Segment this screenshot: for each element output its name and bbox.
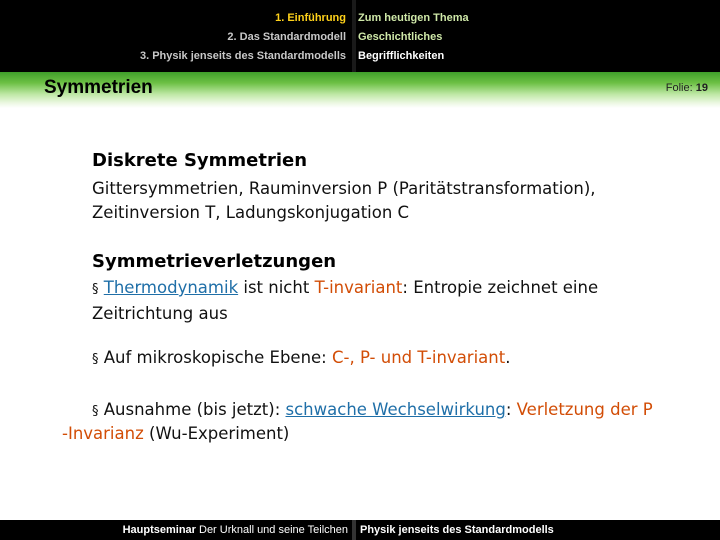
bullet-text: Auf mikroskopische Ebene: — [103, 348, 327, 367]
bullet-text: : Entropie zeichnet eine — [402, 278, 599, 297]
bullet-thermodynamics — [92, 276, 598, 326]
bullet-text: . — [505, 348, 511, 367]
heading-discrete-symmetries: Diskrete Symmetrien — [92, 150, 308, 171]
heading-symmetry-violations: Symmetrieverletzungen — [92, 251, 337, 272]
bullet-icon: § — [92, 352, 99, 367]
nav-section-2[interactable]: 2. Das Standardmodell — [227, 31, 346, 43]
paragraph-line: Gittersymmetrien, Rauminversion P (Paritätstransformation), — [92, 179, 596, 198]
bullet-text: ist nicht — [243, 278, 310, 297]
slide-number — [666, 82, 708, 94]
bullet-exception-continued — [62, 422, 289, 446]
footer-seminar-label: Hauptseminar — [122, 524, 196, 536]
slide-number-label: Folie: — [665, 82, 693, 94]
footer-seminar-title: Der Urknall und seine Teilchen — [199, 524, 348, 536]
slide-title: Symmetrien — [44, 77, 153, 98]
bullet-icon: § — [92, 282, 99, 297]
weak-interaction-link[interactable]: schwache Wechselwirkung — [285, 400, 506, 419]
nav-section-3[interactable]: 3. Physik jenseits des Standardmodells — [139, 50, 346, 62]
bullet-icon: § — [92, 404, 99, 419]
section-nav — [0, 0, 352, 72]
bullet-line: Zeitrichtung aus — [92, 304, 228, 323]
nav-section-1[interactable]: 1. Einführung — [275, 12, 346, 24]
footer-bar — [0, 520, 720, 540]
bullet-line — [92, 276, 598, 302]
footer-seminar — [0, 520, 352, 540]
bullet-exception — [92, 398, 653, 424]
nav-subsection-2[interactable]: Geschichtliches — [358, 31, 443, 43]
paragraph-line: Zeitinversion T, Ladungskonjugation C — [92, 203, 410, 222]
nav-subsection-1[interactable]: Zum heutigen Thema — [358, 12, 469, 24]
thermodynamics-link[interactable]: Thermodynamik — [103, 278, 239, 297]
bullet-microscopic — [92, 346, 510, 372]
subsection-nav — [356, 0, 720, 72]
highlight-p-violation: Verletzung der P — [516, 400, 653, 419]
slide-number-value: 19 — [695, 82, 708, 94]
nav-subsection-3[interactable]: Begrifflichkeiten — [358, 50, 445, 62]
footer-section: Physik jenseits des Standardmodells — [360, 524, 554, 536]
bullet-text: : — [505, 400, 512, 419]
paragraph-discrete-symmetries — [92, 177, 596, 225]
bullet-text: Ausnahme (bis jetzt): — [103, 400, 281, 419]
bullet-text: (Wu-Experiment) — [149, 424, 290, 443]
highlight-cpt-invariant: C-, P- und T-invariant — [331, 348, 506, 367]
highlight-t-invariant: T-invariant — [314, 278, 403, 297]
top-navigation — [0, 0, 720, 72]
highlight-p-invariance: -Invarianz — [62, 424, 144, 443]
bullet-line — [92, 398, 653, 424]
